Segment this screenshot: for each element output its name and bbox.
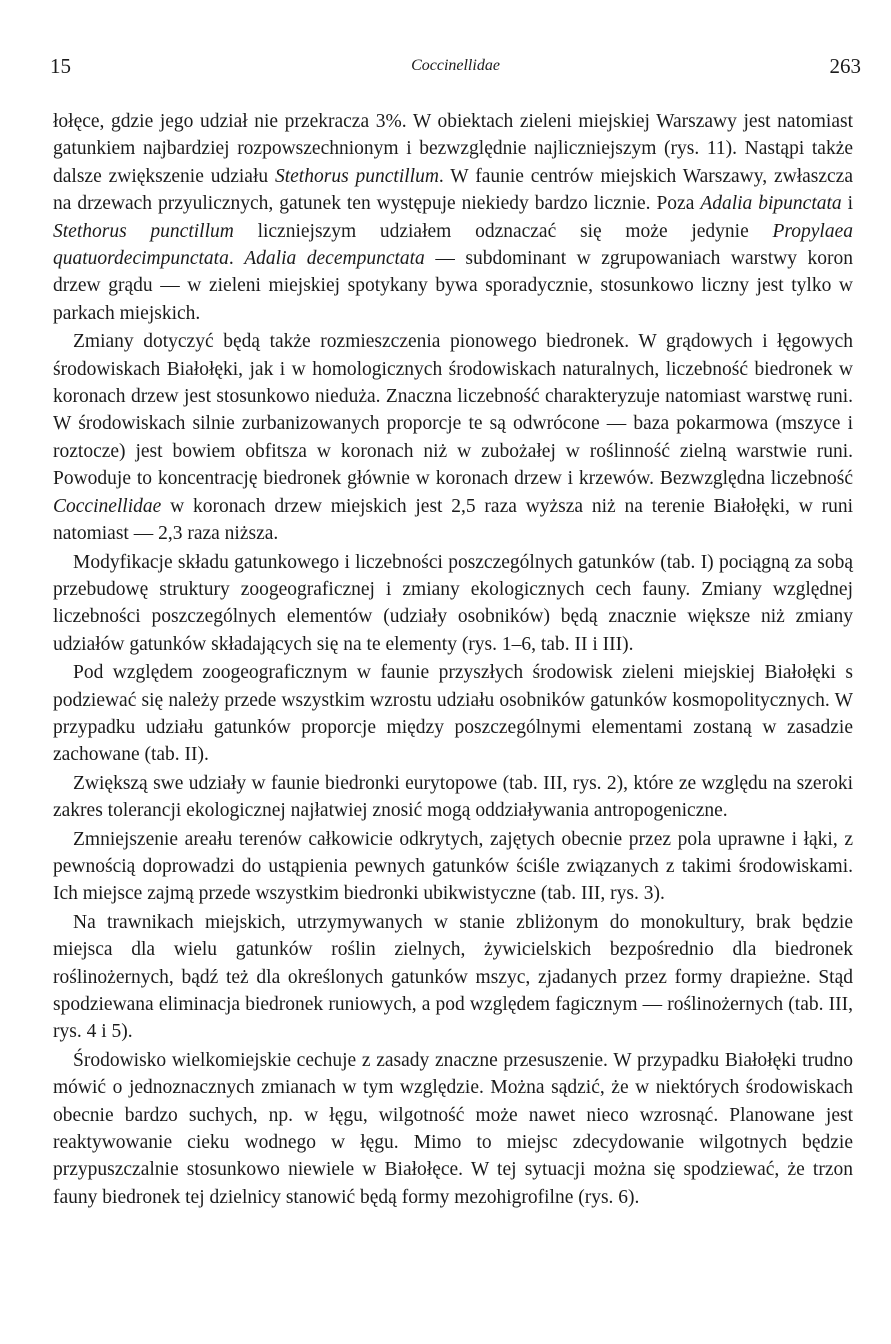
paragraph-1 [53, 108, 853, 327]
text-run: i [841, 193, 854, 215]
running-title: Coccinellidae [411, 57, 500, 74]
paragraph-8 [53, 1047, 853, 1211]
text-run: łołęce, gdzie jego udział nie przekracza 3%. W obiektach zieleni miejskiej Warszawy jest natomiast gatunkiem najbardziej rozpowszechnionym i bezwzględnie najliczniejszym (rys. 11). Nastąpi także dalsze zwiększenie udziału [53, 111, 853, 187]
header-left-number: 15 [50, 54, 71, 78]
paragraph-6 [53, 826, 853, 908]
paragraph-5 [53, 770, 853, 825]
paragraph-2 [53, 328, 853, 547]
species-name: Propylaea quatuordecimpunctata [53, 220, 854, 270]
species-name: Coccinellidae [53, 495, 162, 517]
paragraph-7 [53, 909, 853, 1046]
text-run: Modyfikacje składu gatunkowego i liczebności poszczególnych gatunków (tab. I) pociągną za sobą przebudowę struktury zoogeograficznej i zmiany ekologicznych cech fauny. Zmiany względnej liczebności poszczególnych elementów (udziały osobników) będą znacznie większe niż zmiany udziałów gatunków składających się na te elementy (rys. 1–6, tab. II i III). [53, 551, 853, 655]
text-run: w koronach drzew miejskich jest 2,5 raza wyższa niż na terenie Białołęki, w runi natomiast — 2,3 raza niższa. [53, 495, 853, 545]
text-run: . W faunie centrów miejskich Warszawy, zwłaszcza na drzewach przyulicznych, gatunek ten występuje niekiedy bardzo licznie. Poza [53, 165, 853, 215]
species-name: Adalia decempunctata [244, 248, 425, 270]
paragraph-4 [53, 659, 853, 769]
text-run: Środowisko wielkomiejskie cechuje z zasady znaczne przesuszenie. W przypadku Białołęki trudno mówić o jednoznacznych zmianach w tym względzie. Można sądzić, że w niektórych środowiskach obecnie bardzo suchych, np. w łęgu, wilgotność może nawet nieco wzrosnąć. Planowane jest reaktywowanie cieku wodnego w łęgu. Mimo to miejsc zdecydowanie wilgotnych będzie przypuszczalnie stosunkowo niewiele w Białołęce. W tej sytuacji można się spodziewać, że trzon fauny biedronek tej dzielnicy stanowić będą formy mezohigrofilne (rys. 6). [53, 1049, 853, 1208]
text-run: . [228, 248, 245, 270]
text-run: Na trawnikach miejskich, utrzymywanych w stanie zbliżonym do monokultury, brak będzie miejsca dla wielu gatunków roślin zielnych, żywicielskich bezpośrednio dla biedronek roślinożernych, bądź też dla określonych gatunków mszyc, zjadanych przez formy drapieżne. Stąd spodziewana eliminacja biedronek runiowych, a pod względem fagicznym — roślinożernych (tab. III, rys. 4 i 5). [53, 911, 853, 1043]
text-run: liczniejszym udziałem odznaczać się może jedynie [233, 220, 773, 242]
species-name: Stethorus punctillum [274, 165, 439, 187]
text-run: Pod względem zoogeograficznym w faunie przyszłych środowisk zieleni miejskiej Białołęki s podziewać się należy przede wszystkim wzrostu udziału osobników gatunków kosmopolitycznych. W przypadku udziału gatunków proporcje między poszczególnymi elementami zostaną w zasadzie zachowane (tab. II). [53, 662, 853, 766]
text-run: Zwiększą swe udziały w faunie biedronki eurytopowe (tab. III, rys. 2), które ze względu na szeroki zakres tolerancji ekologicznej najłatwiej znosić mogą oddziaływania antropogeniczne. [53, 772, 853, 822]
text-run: — subdominant w zgrupowaniach warstwy koron drzew grądu — w zieleni miejskiej spotykany bywa sporadycznie, stosunkowo liczny jest tylko w parkach miejskich. [53, 248, 853, 324]
page-number: 263 [829, 54, 861, 78]
body-text [53, 108, 853, 1211]
paragraph-3 [53, 549, 853, 659]
text-run: Zmiany dotyczyć będą także rozmieszczenia pionowego biedronek. W grądowych i łęgowych środowiskach Białołęki, jak i w homologicznych środowiskach naturalnych, liczebność biedronek w koronach drzew jest stosunkowo nieduża. Znaczna liczebność charakteryzuje natomiast warstwę runi. W środowiskach silnie zurbanizowanych proporcje te są odwrócone — baza pokarmowa (mszyce i roztocze) jest bowiem obfitsza w koronach niż w zubożałej w roślinność zielną warstwie runi. Powoduje to koncentrację biedronek głównie w koronach drzew i krzewów. Bezwzględna liczebność [53, 331, 853, 490]
page-header [50, 54, 861, 84]
species-name: Adalia bipunctata [700, 193, 842, 215]
text-run: Zmniejszenie areału terenów całkowicie odkrytych, zajętych obecnie przez pola uprawne i łąki, z pewnością doprowadzi do ustąpienia pewnych gatunków ściśle związanych z takimi środowiskami. Ich miejsce zajmą przede wszystkim biedronki ubikwistyczne (tab. III, rys. 3). [53, 828, 853, 905]
species-name: Stethorus punctillum [53, 220, 234, 242]
